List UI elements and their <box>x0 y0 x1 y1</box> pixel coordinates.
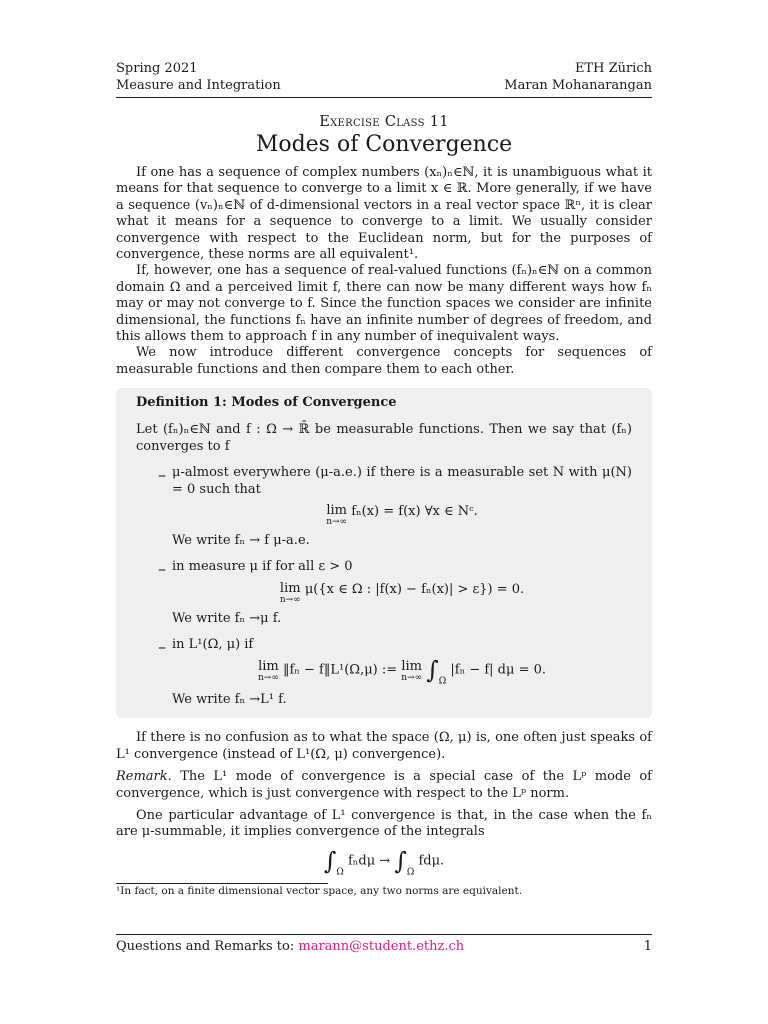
mode-almost-everywhere <box>136 465 632 549</box>
mode-l1 <box>136 637 632 708</box>
email-link[interactable]: marann@student.ethz.ch <box>298 939 465 954</box>
limit-operator: lim n→∞ <box>279 580 301 605</box>
definition-intro: Let (fₙ)ₙ∈ℕ and f : Ω → ℝ̄ be measurable functions. Then we say that (fₙ) converges to f <box>136 422 632 454</box>
intro-paragraph-2: If, however, one has a sequence of real-valued functions (fₙ)ₙ∈ℕ on a common domain Ω and a perceived limit f, there can now be many different ways how fₙ may or may not converge to f. Since the function spaces we consider are infinite dimensional, the functions fₙ have an infinite number of degrees of freedom, and this allows them to approach f in any number of inequivalent ways. <box>116 263 652 345</box>
mode-measure-notation: We write fₙ →μ f. <box>172 610 282 626</box>
page-footer <box>116 934 652 954</box>
intro-paragraph-1: If one has a sequence of complex numbers (xₙ)ₙ∈ℕ, it is unambiguous what it means for that sequence to converge to a limit x ∈ ℝ. More generally, if we have a sequence (vₙ)ₙ∈ℕ of d-dimensional vectors in a real vector space ℝⁿ, it is clear what it means for a sequence to converge to a limit. We usually consider convergence with respect to the Euclidean norm, but for the purposes of convergence, these norms are all equivalent¹. <box>116 165 652 263</box>
l1-paragraph: If there is no confusion as to what the space (Ω, μ) is, one often just speaks of L¹ convergence (instead of L¹(Ω, μ) convergence). <box>116 730 652 762</box>
footer-label: Questions and Remarks to: <box>116 939 295 954</box>
integral-sign: ∫ <box>426 655 439 684</box>
integral-sign: ∫ <box>323 846 337 875</box>
exercise-class-label: Exercise Class 11 <box>319 114 449 130</box>
page <box>116 60 652 898</box>
mode-l1-notation: We write fₙ →L¹ f. <box>172 692 287 708</box>
mode-ae-notation: We write fₙ → f μ-a.e. <box>172 532 310 548</box>
mode-l1-formula: lim n→∞ ‖fₙ − f‖L¹(Ω,μ) := lim n→∞ $\int_\Omega$ |fₙ − f| dμ = 0. <box>257 655 547 687</box>
footnote: ¹In fact, on a finite dimensional vector space, any two norms are equivalent. <box>116 885 523 898</box>
semester: Spring 2021 <box>116 61 198 76</box>
limit-operator: lim n→∞ <box>257 658 279 683</box>
remark-text: The L¹ mode of convergence is a special case of the Lᵖ mode of convergence, which is just convergence with respect to the Lᵖ norm. <box>116 769 652 801</box>
integral-sign: ∫ <box>394 846 407 875</box>
running-header <box>116 60 652 94</box>
mode-ae-formula: lim n→∞ fₙ(x) = f(x) ∀x ∈ Nᶜ. <box>326 502 478 527</box>
page-number: 1 <box>643 939 652 954</box>
advantage-paragraph: One particular advantage of L¹ convergence is that, in the case when the fₙ are μ-summable, it implies convergence of the integrals <box>116 808 652 840</box>
institution: ETH Zürich <box>574 61 652 76</box>
remark <box>116 769 652 802</box>
limit-operator: lim n→∞ <box>326 502 348 527</box>
list-dash: – <box>158 637 166 657</box>
intro-paragraph-3: We now introduce different convergence concepts for sequences of measurable functions and then compare them to each other. <box>116 345 652 377</box>
definition-title: Definition 1: Modes of Convergence <box>136 395 397 411</box>
course-name: Measure and Integration <box>116 78 281 93</box>
mode-ae-head: μ-almost everywhere (μ-a.e.) if there is a measurable set N with μ(N) = 0 such that <box>172 465 632 497</box>
remark-label: Remark. <box>116 769 172 785</box>
list-dash: – <box>158 465 166 485</box>
author-name: Maran Mohanarangan <box>504 78 652 93</box>
list-dash: – <box>158 559 166 579</box>
header-rule <box>116 97 652 98</box>
integral-convergence-formula: $\int_\Omega$ $f_nd\mu \to \int_\Omega$ fdμ. <box>323 846 445 878</box>
mode-measure-head: in measure μ if for all ε > 0 <box>172 559 353 575</box>
limit-operator: lim n→∞ <box>401 658 423 683</box>
mode-l1-head: in L¹(Ω, μ) if <box>172 637 254 653</box>
page-title: Modes of Convergence <box>255 132 513 157</box>
mode-measure-formula: lim n→∞ μ({x ∈ Ω : |f(x) − fₙ(x)| > ε}) = 0. <box>279 580 525 605</box>
mode-in-measure <box>136 559 632 627</box>
definition-box <box>116 388 652 718</box>
